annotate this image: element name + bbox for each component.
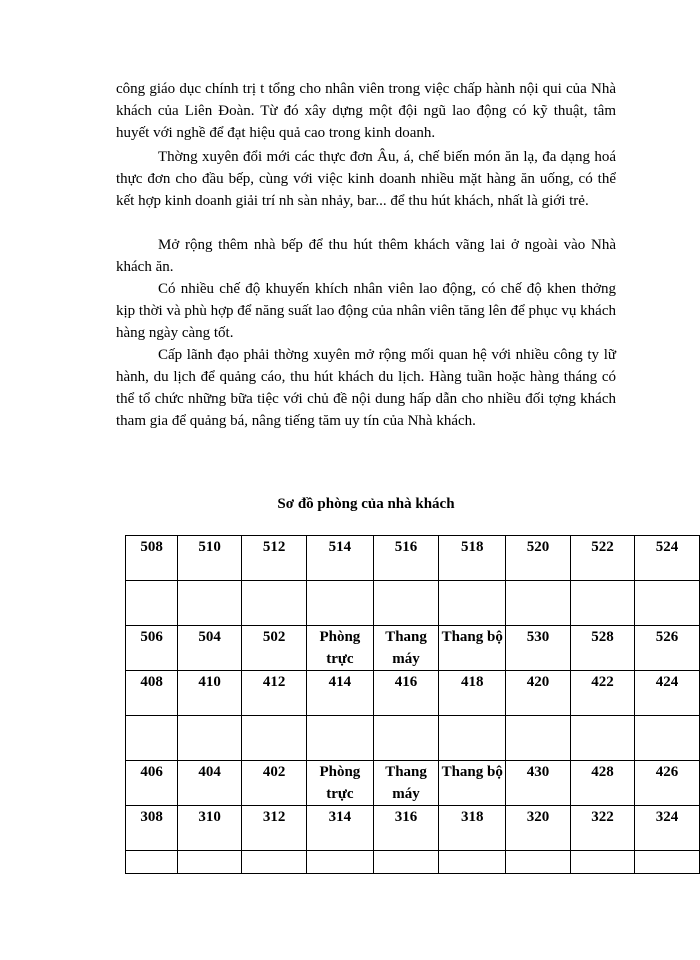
table-cell-empty: [570, 716, 634, 761]
table-cell: Phòng trực: [307, 626, 374, 671]
table-cell: 406: [126, 761, 178, 806]
table-cell-empty: [439, 581, 506, 626]
table-cell: Thang bộ: [439, 761, 506, 806]
table-cell: 324: [634, 806, 699, 851]
table-cell: 320: [506, 806, 571, 851]
table-cell: Thang máy: [373, 761, 439, 806]
table-cell: 430: [506, 761, 571, 806]
table-cell-empty: [242, 581, 307, 626]
table-cell-empty: [570, 851, 634, 874]
table-cell: 310: [178, 806, 242, 851]
table-cell: 428: [570, 761, 634, 806]
table-cell: 414: [307, 671, 374, 716]
table-cell: 506: [126, 626, 178, 671]
table-cell-empty: [634, 851, 699, 874]
table-cell-empty: [307, 716, 374, 761]
table-row: [126, 761, 700, 806]
body-paragraph: Mở rộng thêm nhà bếp để thu hút thêm khách vãng lai ở ngoài vào Nhà khách ăn.: [116, 237, 616, 275]
table-cell-empty: [506, 581, 571, 626]
table-cell: 314: [307, 806, 374, 851]
table-cell: 402: [242, 761, 307, 806]
table-cell-empty: [242, 851, 307, 874]
table-cell: 512: [242, 536, 307, 581]
table-cell: 404: [178, 761, 242, 806]
table-cell-empty: [126, 851, 178, 874]
table-cell: 502: [242, 626, 307, 671]
table-row: [126, 851, 700, 874]
table-cell-empty: [307, 581, 374, 626]
table-cell: Phòng trực: [307, 761, 374, 806]
table-row: [126, 536, 700, 581]
body-paragraph: Có nhiều chế độ khuyến khích nhân viên lao động, có chế độ khen thởng kịp thời và phù hợp để năng suất lao động của nhân viên tăng lên để phục vụ khách hàng ngày càng tốt.: [116, 281, 616, 341]
table-cell: 312: [242, 806, 307, 851]
table-cell: 530: [506, 626, 571, 671]
table-cell: 410: [178, 671, 242, 716]
body-paragraph: công giáo dục chính trị t tổng cho nhân viên trong việc chấp hành nội qui của Nhà khách của Liên Đoàn. Từ đó xây dựng một đội ngũ lao động có kỹ thuật, tâm huyết với nghề để đạt hiệu quả cao trong kinh doanh.: [116, 81, 616, 141]
table-cell: 528: [570, 626, 634, 671]
table-cell-empty: [634, 716, 699, 761]
body-paragraph: Thờng xuyên đổi mới các thực đơn Âu, á, chế biến món ăn lạ, đa dạng hoá thực đơn cho đầu bếp, cùng với việc kinh doanh nhiều mặt hàng ăn uống, có thể kết hợp kinh doanh giải trí nh sàn nhảy, bar... để thu hút khách, nhất là giới trẻ.: [116, 149, 616, 209]
table-cell: 524: [634, 536, 699, 581]
table-cell: 308: [126, 806, 178, 851]
table-cell-empty: [439, 851, 506, 874]
table-cell: 424: [634, 671, 699, 716]
table-cell: Thang bộ: [439, 626, 506, 671]
table-cell-empty: [126, 581, 178, 626]
table-cell: 520: [506, 536, 571, 581]
room-layout-table: [125, 535, 700, 874]
table-cell: 422: [570, 671, 634, 716]
table-row: [126, 806, 700, 851]
table-cell-empty: [373, 581, 439, 626]
table-cell-empty: [178, 851, 242, 874]
table-cell: 518: [439, 536, 506, 581]
table-cell: 318: [439, 806, 506, 851]
table-cell: 322: [570, 806, 634, 851]
table-cell-empty: [178, 581, 242, 626]
table-cell-empty: [506, 851, 571, 874]
table-row: [126, 716, 700, 761]
table-cell: 316: [373, 806, 439, 851]
table-cell-empty: [307, 851, 374, 874]
table-cell: 426: [634, 761, 699, 806]
table-cell: 416: [373, 671, 439, 716]
table-cell-empty: [178, 716, 242, 761]
table-cell: 516: [373, 536, 439, 581]
table-cell-empty: [242, 716, 307, 761]
table-cell: 508: [126, 536, 178, 581]
table-cell: 412: [242, 671, 307, 716]
table-cell-empty: [373, 716, 439, 761]
body-paragraph: Cấp lãnh đạo phải thờng xuyên mở rộng mối quan hệ với nhiều công ty lữ hành, du lịch để quảng cáo, thu hút khách du lịch. Hàng tuần hoặc hàng tháng có thể tổ chức những bữa tiệc với chủ đề nội dung hấp dẫn cho nhiều đối tợng khách tham gia để quảng bá, nâng tiếng tăm uy tín của Nhà khách.: [116, 347, 616, 429]
table-cell-empty: [634, 581, 699, 626]
table-cell: 526: [634, 626, 699, 671]
table-cell: 510: [178, 536, 242, 581]
table-row: [126, 626, 700, 671]
table-row: [126, 581, 700, 626]
table-row: [126, 671, 700, 716]
table-cell-empty: [506, 716, 571, 761]
table-cell: 408: [126, 671, 178, 716]
table-cell: 418: [439, 671, 506, 716]
table-cell-empty: [126, 716, 178, 761]
table-cell: Thang máy: [373, 626, 439, 671]
table-cell: 522: [570, 536, 634, 581]
table-cell-empty: [439, 716, 506, 761]
table-cell: 420: [506, 671, 571, 716]
table-title: Sơ đồ phòng của nhà khách: [277, 496, 455, 512]
table-cell-empty: [570, 581, 634, 626]
table-cell-empty: [373, 851, 439, 874]
table-cell: 514: [307, 536, 374, 581]
table-cell: 504: [178, 626, 242, 671]
